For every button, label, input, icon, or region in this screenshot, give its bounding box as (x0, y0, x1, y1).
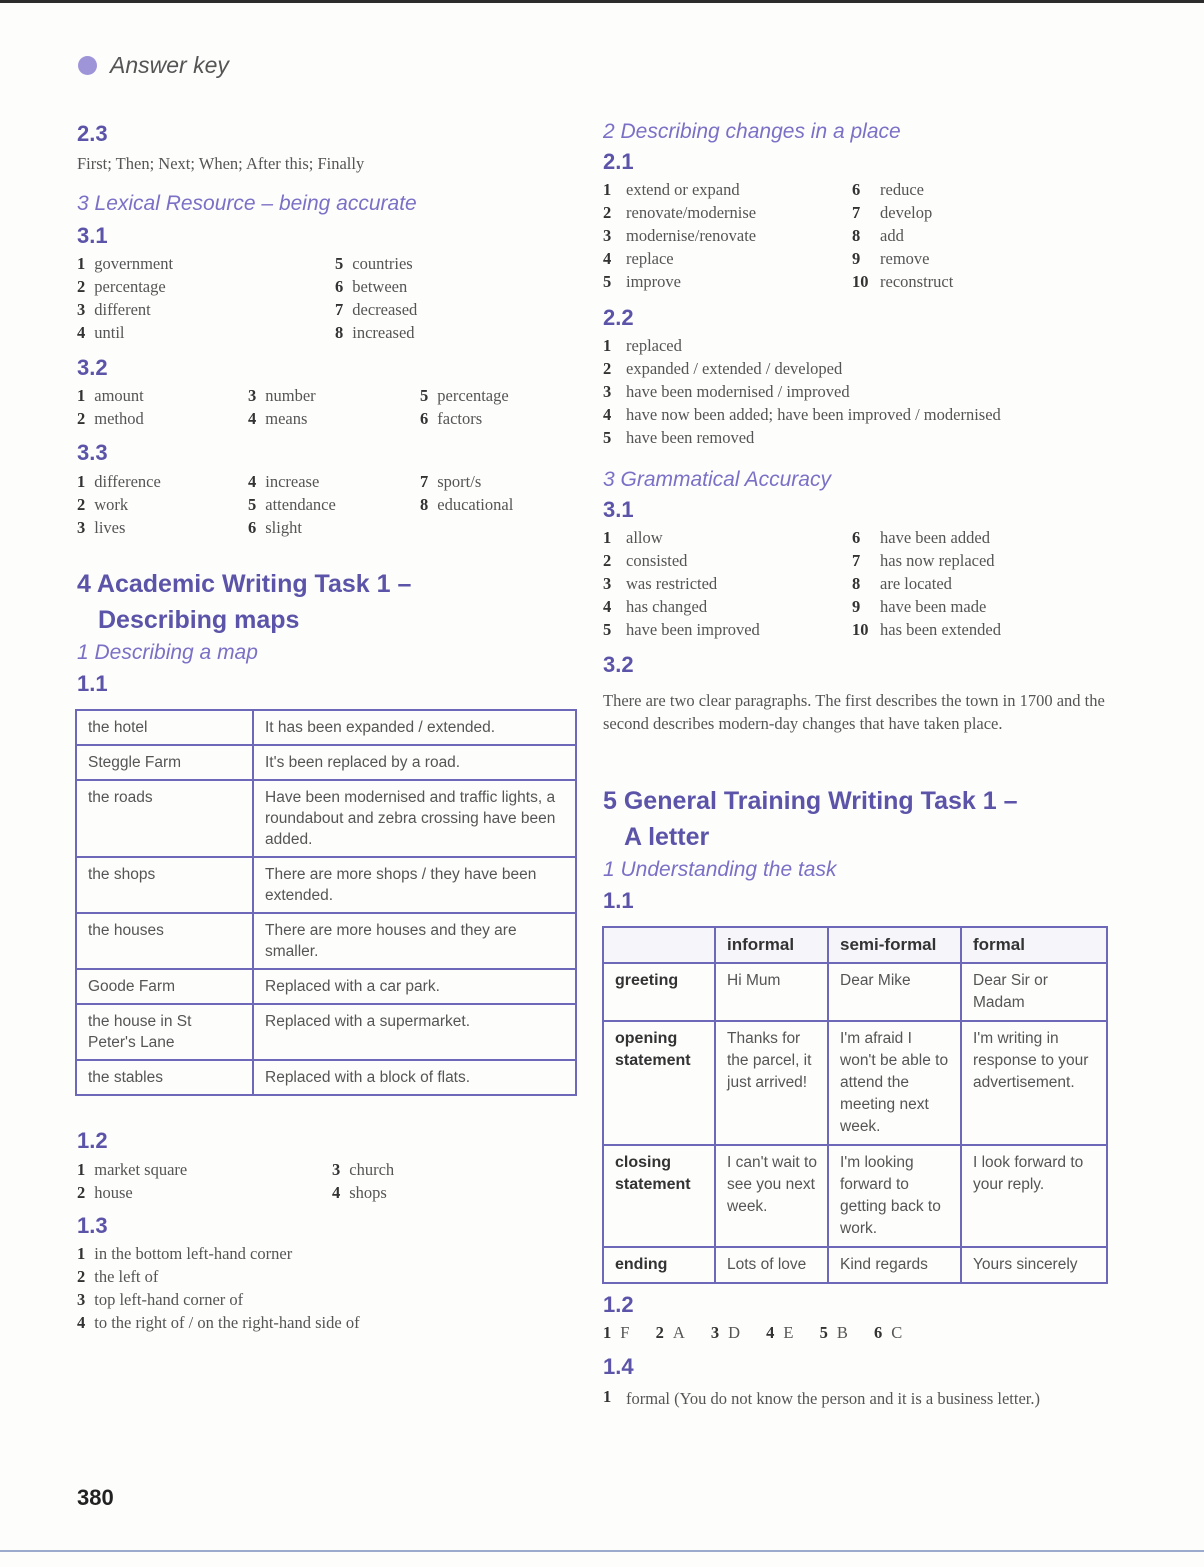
list-item: 7 sport/s (420, 472, 482, 491)
page-number: 380 (77, 1485, 114, 1510)
list-item: 5 have been improved (603, 620, 760, 639)
answer-list-1-2 (77, 1160, 557, 1210)
list-item: 1 allow (603, 528, 663, 547)
heading-2-3: 2.3 (77, 121, 108, 146)
answer-list-3-2 (77, 386, 557, 436)
table-row (603, 1247, 1107, 1283)
table-row (76, 745, 576, 780)
section-title-grammar: 3 Grammatical Accuracy (603, 468, 831, 491)
list-item: 6 slight (248, 518, 302, 537)
list-item: 3 modernise/renovate (603, 226, 757, 245)
section-title-general-line1: 5 General Training Writing Task 1 – (603, 787, 1018, 815)
list-item: 5 improve (603, 272, 681, 291)
table-cell: the house in St Peter's Lane (76, 1004, 253, 1060)
table-cell: the hotel (76, 710, 253, 745)
heading-3-2-right: 3.2 (603, 652, 634, 677)
heading-2-2: 2.2 (603, 305, 634, 330)
heading-3-2: 3.2 (77, 355, 108, 380)
table-cell: Goode Farm (76, 969, 253, 1004)
heading-3-1-right: 3.1 (603, 497, 634, 522)
list-item: formal (You do not know the person and it is a business letter.) (626, 1389, 1040, 1408)
heading-1-2: 1.2 (77, 1128, 108, 1153)
table-cell: the shops (76, 857, 253, 913)
list-item: 1 market square (77, 1160, 188, 1179)
list-item: 5 have been removed (603, 428, 755, 447)
list-item: 7 has now replaced (852, 551, 995, 570)
list-item: 4 to the right of / on the right-hand side of (77, 1313, 360, 1332)
heading-2-1: 2.1 (603, 149, 634, 174)
table-cell: It has been expanded / extended. (253, 710, 576, 745)
answer-list-3-1-right (603, 528, 1103, 643)
table-row (603, 1021, 1107, 1145)
column-header: semi-formal (828, 927, 961, 963)
list-item: 1 amount (77, 386, 144, 405)
table-cell: It's been replaced by a road. (253, 745, 576, 780)
answer-list-3-1 (77, 254, 557, 349)
section-title-lexical: 3 Lexical Resource – being accurate (77, 192, 417, 215)
list-item: 3 was restricted (603, 574, 718, 593)
list-item: 8 increased (335, 323, 415, 342)
list-item: 7 decreased (335, 300, 418, 319)
list-item: 4 means (248, 409, 308, 428)
column-header: formal (961, 927, 1107, 963)
list-item: 4 has changed (603, 597, 708, 616)
subsection-understanding-task: 1 Understanding the task (603, 858, 837, 881)
list-item: 1 extend or expand (603, 180, 740, 199)
list-item: 1 in the bottom left-hand corner (77, 1244, 293, 1263)
list-item: 4 increase (248, 472, 320, 491)
list-item: 9 have been made (852, 597, 987, 616)
heading-3-3: 3.3 (77, 440, 108, 465)
list-item: 2 the left of (77, 1267, 159, 1286)
list-item: 8 educational (420, 495, 514, 514)
table-row (76, 969, 576, 1004)
list-item: 5 countries (335, 254, 413, 273)
section-title-academic-line1: 4 Academic Writing Task 1 – (77, 570, 412, 598)
list-item: 2 consisted (603, 551, 688, 570)
list-item: 10 reconstruct (852, 272, 954, 291)
list-item: 2 house (77, 1183, 133, 1202)
list-item: 8 are located (852, 574, 952, 593)
section-title-general-line2: A letter (624, 823, 710, 851)
table-row (76, 1004, 576, 1060)
list-item: 5 B (819, 1323, 848, 1342)
list-item: 2 work (77, 495, 129, 514)
table-row (76, 710, 576, 745)
page-header (78, 52, 229, 79)
answer-2-3: First; Then; Next; When; After this; Finally (77, 154, 365, 173)
list-item: 4 have now been added; have been improved / modernised (603, 405, 1001, 424)
table-cell: There are more houses and they are smaller. (253, 913, 576, 969)
list-item: 2 renovate/modernise (603, 203, 757, 222)
heading-1-1: 1.1 (77, 671, 108, 696)
table-row (603, 1145, 1107, 1247)
list-item: 1 government (77, 254, 174, 273)
table-row (76, 913, 576, 969)
row-header: greeting (603, 963, 715, 1021)
table-cell: Lots of love (715, 1247, 828, 1283)
list-item: 3 different (77, 300, 151, 319)
list-item: 3 top left-hand corner of (77, 1290, 244, 1309)
list-item: 2 method (77, 409, 144, 428)
table-row (76, 1060, 576, 1095)
list-item: 6 reduce (852, 180, 924, 199)
map-answer-table (75, 709, 577, 1096)
list-item: 6 factors (420, 409, 483, 428)
list-item: 6 C (874, 1323, 903, 1342)
table-cell: Steggle Farm (76, 745, 253, 780)
list-item: 5 attendance (248, 495, 336, 514)
list-item: 3 have been modernised / improved (603, 382, 850, 401)
table-cell: I'm looking forward to getting back to work. (828, 1145, 961, 1247)
letter-register-table (602, 926, 1108, 1284)
list-item: 3 D (710, 1323, 741, 1342)
list-item: 1 difference (77, 472, 161, 491)
table-cell: I can't wait to see you next week. (715, 1145, 828, 1247)
heading-1-2-right: 1.2 (603, 1292, 634, 1317)
heading-1-3: 1.3 (77, 1213, 108, 1238)
answer-list-2-1 (603, 180, 1103, 295)
bullet-dot-icon (78, 56, 97, 75)
table-cell: Yours sincerely (961, 1247, 1107, 1283)
table-cell: the houses (76, 913, 253, 969)
table-header-row (603, 927, 1107, 963)
list-item: 10 has been extended (852, 620, 1001, 639)
list-number: 1 (603, 1387, 612, 1406)
table-cell: Replaced with a car park. (253, 969, 576, 1004)
row-header: opening statement (603, 1021, 715, 1145)
list-item: 4 E (766, 1323, 794, 1342)
answer-3-2-right: There are two clear paragraphs. The first describes the town in 1700 and the second describes modern-day changes that have taken place. (603, 691, 1105, 733)
list-item: 2 percentage (77, 277, 166, 296)
table-cell: Replaced with a supermarket. (253, 1004, 576, 1060)
table-cell: I'm writing in response to your advertisement. (961, 1021, 1107, 1145)
table-cell: Replaced with a block of flats. (253, 1060, 576, 1095)
list-item: 8 add (852, 226, 904, 245)
answer-list-1-2-right (603, 1323, 902, 1343)
heading-1-1-right: 1.1 (603, 888, 634, 913)
table-cell: Dear Sir or Madam (961, 963, 1107, 1021)
heading-1-4-right: 1.4 (603, 1354, 634, 1379)
list-item: 6 between (335, 277, 408, 296)
list-item: 2 A (655, 1323, 685, 1342)
column-header: informal (715, 927, 828, 963)
row-header: closing statement (603, 1145, 715, 1247)
list-item: 1 F (603, 1323, 630, 1342)
table-cell: the stables (76, 1060, 253, 1095)
list-item: 3 number (248, 386, 316, 405)
table-cell: I look forward to your reply. (961, 1145, 1107, 1247)
answer-1-4 (603, 1387, 1103, 1410)
table-corner-cell (603, 927, 715, 963)
list-item: 3 church (332, 1160, 395, 1179)
list-item: 4 shops (332, 1183, 387, 1202)
answer-list-1-3 (77, 1244, 557, 1339)
top-rule (0, 0, 1204, 3)
list-item: 4 until (77, 323, 125, 342)
row-header: ending (603, 1247, 715, 1283)
table-cell: Kind regards (828, 1247, 961, 1283)
table-cell: Thanks for the parcel, it just arrived! (715, 1021, 828, 1145)
bottom-rule (0, 1550, 1204, 1552)
list-item: 9 remove (852, 249, 930, 268)
table-row (603, 963, 1107, 1021)
answer-list-2-2 (603, 336, 1103, 451)
list-item: 5 percentage (420, 386, 509, 405)
list-item: 3 lives (77, 518, 126, 537)
table-cell: Dear Mike (828, 963, 961, 1021)
table-cell: I'm afraid I won't be able to attend the meeting next week. (828, 1021, 961, 1145)
heading-3-1: 3.1 (77, 223, 108, 248)
answer-list-3-3 (77, 472, 557, 544)
list-item: 1 replaced (603, 336, 682, 355)
table-cell: Hi Mum (715, 963, 828, 1021)
table-cell: Have been modernised and traffic lights, a roundabout and zebra crossing have been added. (253, 780, 576, 857)
header-title: Answer key (110, 52, 229, 78)
section-title-changes: 2 Describing changes in a place (603, 120, 901, 143)
list-item: 4 replace (603, 249, 674, 268)
list-item: 6 have been added (852, 528, 990, 547)
table-row (76, 857, 576, 913)
table-cell: There are more shops / they have been extended. (253, 857, 576, 913)
table-row (76, 780, 576, 857)
section-title-academic-line2: Describing maps (98, 606, 300, 634)
list-item: 2 expanded / extended / developed (603, 359, 843, 378)
list-item: 7 develop (852, 203, 933, 222)
subsection-describing-map: 1 Describing a map (77, 641, 258, 664)
table-cell: the roads (76, 780, 253, 857)
